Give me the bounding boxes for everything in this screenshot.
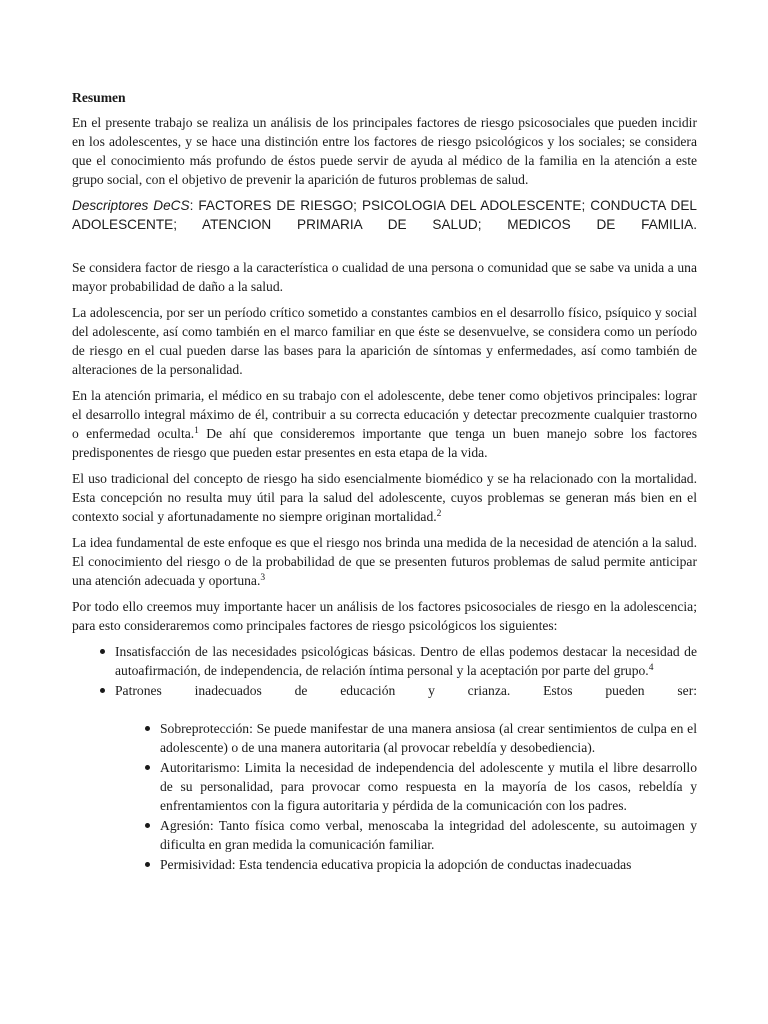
paragraph-text: El uso tradicional del concepto de riesgo ha sido esencialmente biomédico y se ha relacionado con la mortalidad. Esta concepción no resulta muy útil para la salud del adolescente, cuyos problemas se generan más bien en el contexto social y afortunadamente no siempre originan mortalidad. — [72, 471, 697, 524]
risk-factor-list — [115, 642, 697, 700]
parenting-pattern-list — [160, 719, 697, 874]
paragraph-primary-care — [72, 386, 697, 462]
paragraph-text: La idea fundamental de este enfoque es que el riesgo nos brinda una medida de la necesidad de atención a la salud. El conocimiento del riesgo o de la probabilidad de que se presenten futuros problemas de salud permite anticipar una atención adecuada y oportuna. — [72, 535, 697, 588]
paragraph-risk-factor: Se considera factor de riesgo a la característica o cualidad de una persona o comunidad que se sabe va unida a una mayor probabilidad de daño a la salud. — [72, 260, 697, 294]
footnote-ref: 1 — [194, 426, 199, 436]
abstract-paragraph: En el presente trabajo se realiza un análisis de los principales factores de riesgo psicosociales que pueden incidir en los adolescentes, y se hace una distinción entre los factores de riesgo psicológicos y los sociales; se considera que el conocimiento más profundo de éstos puede servir de ayuda al médico de la familia en la atención a este grupo social, con el objetivo de prevenir la aparición de futuros problemas de salud. — [72, 115, 697, 187]
footnote-ref: 4 — [648, 663, 654, 673]
footnote-ref: 2 — [436, 509, 442, 519]
document-page — [72, 88, 697, 875]
list-item: Sobreprotección: Se puede manifestar de una manera ansiosa (al crear sentimientos de culpa en el adolescente) o de una manera autoritaria (al provocar rebeldía y desobediencia). — [160, 721, 697, 755]
paragraph-traditional-use — [72, 469, 697, 526]
paragraph-analysis: Por todo ello creemos muy importante hacer un análisis de los factores psicosociales de riesgo en la adolescencia; para esto consideraremos como principales factores de riesgo psicológicos los siguientes: — [72, 599, 697, 633]
paragraph-text: De ahí que consideremos importante que tenga un buen manejo sobre los factores predisponentes de riesgo que pueden estar presentes en esta etapa de la vida. — [72, 426, 697, 460]
descriptors-text: : FACTORES DE RIESGO; PSICOLOGIA DEL ADOLESCENTE; CONDUCTA DEL ADOLESCENTE; ATENCION PRIMARIA DE SALUD; MEDICOS DE FAMILIA. — [72, 198, 697, 232]
paragraph-adolescence: La adolescencia, por ser un período crítico sometido a constantes cambios en el desarrollo físico, psíquico y social del adolescente, así como también en el marco familiar en que éste se desenvuelve, se considera como un período de riesgo en el cual pueden darse las bases para la aparición de síntomas y enfermedades, así como también de alteraciones de la personalidad. — [72, 305, 697, 377]
descriptors-paragraph — [72, 196, 697, 234]
footnote-ref: 3 — [260, 573, 266, 583]
list-item: Permisividad: Esta tendencia educativa propicia la adopción de conductas inadecuadas — [160, 855, 697, 874]
list-item: Autoritarismo: Limita la necesidad de independencia del adolescente y mutila el libre desarrollo de su personalidad, para provocar como respuesta en la mayoría de los casos, rebeldía y enfrentamientos con la figura autoritaria y pérdida de la comunicación con los padres. — [160, 760, 697, 813]
descriptors-label: Descriptores DeCS — [72, 198, 190, 213]
list-item — [115, 642, 697, 680]
list-item: Patrones inadecuados de educación y crianza. Estos pueden ser: — [115, 683, 697, 698]
paragraph-fundamental-idea — [72, 533, 697, 590]
paragraph-text: En la atención primaria, el médico en su trabajo con el adolescente, debe tener como objetivos principales: lograr el desarrollo integral máximo de él, contribuir a su correcta educación y detectar precozmente cualquier trastorno o enfermedad oculta. — [72, 388, 697, 441]
list-item: Agresión: Tanto física como verbal, menoscaba la integridad del adolescente, su autoimagen y dificulta en gran medida la comunicación familiar. — [160, 818, 697, 852]
section-heading: Resumen — [72, 90, 126, 105]
list-item-text: Insatisfacción de las necesidades psicológicas básicas. Dentro de ellas podemos destacar la necesidad de autoafirmación, de independencia, de relación íntima personal y la aceptación por parte del grupo. — [115, 644, 697, 678]
